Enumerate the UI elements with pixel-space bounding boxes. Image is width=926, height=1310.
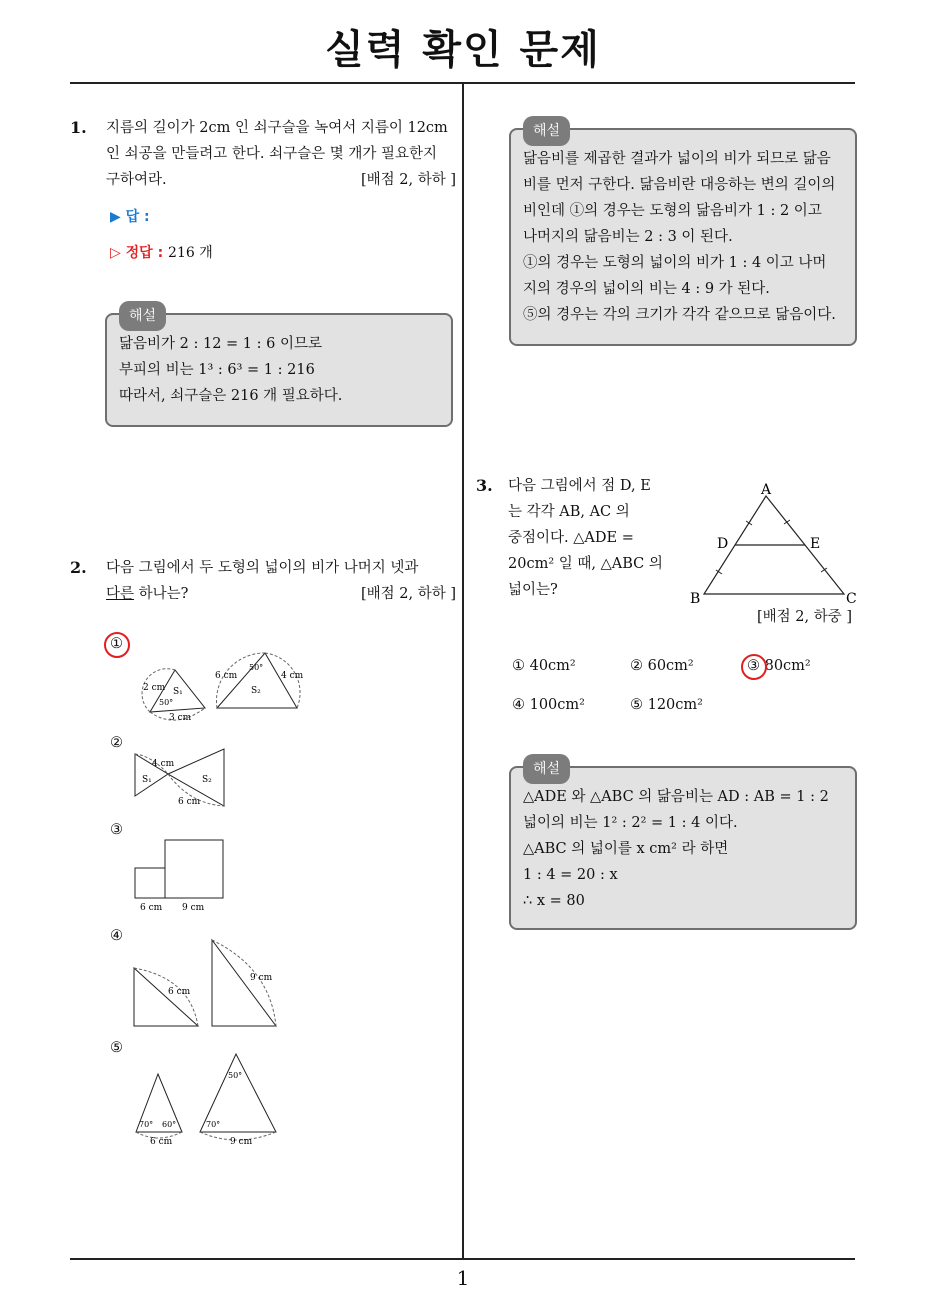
explanation-line: 지의 경우의 넓이의 비는 4 : 9 가 된다. [523, 281, 770, 297]
fig-label: S₁ [173, 687, 183, 697]
vertex-label: B [690, 591, 701, 606]
explanation-line: 넓이의 비는 1² : 2² = 1 : 4 이다. [523, 815, 738, 831]
fig-label: 50° [249, 663, 264, 672]
explanation-line: △ADE 와 △ABC 의 닮음비는 AD : AB = 1 : 2 [523, 789, 829, 805]
fig-label: 50° [228, 1071, 243, 1080]
explanation-line: 비를 먼저 구한다. 닮음비란 대응하는 변의 길이의 [523, 177, 836, 193]
question-line: 인 쇠공을 만들려고 한다. 쇠구슬은 몇 개가 필요한지 [106, 146, 438, 162]
option-2[interactable]: ② 60cm² [630, 658, 694, 674]
fig-label: 50° [159, 698, 174, 707]
selected-mark [104, 632, 130, 658]
vertex-label: E [810, 536, 821, 552]
fig-label: 6 cm [178, 797, 201, 807]
explanation-line: 나머지의 닮음비는 2 : 3 이 된다. [523, 229, 733, 245]
explanation-box [509, 761, 857, 930]
score-meta: [배점 2, 하중 ] [756, 609, 852, 625]
fig-label: 60° [162, 1120, 177, 1129]
question-line: 하나는? [138, 586, 189, 602]
explanation-line: 따라서, 쇠구슬은 216 개 필요하다. [119, 388, 343, 404]
fig-label: 6 cm [168, 987, 191, 997]
option-4[interactable]: ④ [110, 928, 123, 944]
fig-label: 2 cm [143, 683, 166, 693]
explanation-line: 1 : 4 = 20 : x [523, 867, 618, 883]
question-line: 지름의 길이가 2cm 인 쇠구슬을 녹여서 지름이 12cm [106, 120, 448, 136]
option-5[interactable]: ⑤ [110, 1040, 123, 1056]
question-line: 넓이는? [508, 582, 558, 598]
question-line: 는 각각 AB, AC 의 [508, 504, 630, 520]
correct-value: 216 개 [168, 245, 213, 261]
fig-label: 9 cm [182, 903, 205, 913]
explanation-tag: 해설 [523, 116, 570, 146]
explanation-line: △ABC 의 넓이를 x cm² 라 하면 [523, 841, 729, 857]
question-line: 중점이다. △ADE = [508, 530, 634, 546]
question-line: 구하여라. [106, 172, 167, 188]
fig-label: 6 cm [150, 1137, 173, 1147]
column-divider [462, 82, 464, 1258]
question-line: 다음 그림에서 점 D, E [508, 478, 651, 494]
vertex-label: C [846, 591, 857, 606]
explanation-tag: 해설 [119, 301, 166, 331]
option-1[interactable]: ① 40cm² [512, 658, 576, 674]
fig-label: 9 cm [250, 973, 273, 983]
vertex-label: D [717, 536, 729, 552]
explanation-tag: 해설 [523, 754, 570, 784]
triangle-figure [684, 478, 864, 606]
option-3[interactable]: ③ [110, 822, 123, 838]
page-title: 실력 확인 문제 [325, 27, 601, 73]
question-1-text [106, 115, 456, 193]
figure-5 [130, 1050, 280, 1148]
fig-label: S₁ [142, 775, 152, 785]
fig-label: S₂ [202, 775, 212, 785]
correct-answer [110, 242, 213, 262]
explanation-line: 비인데 ①의 경우는 도형의 닮음비가 1 : 2 이고 [523, 203, 822, 219]
question-line: 20cm² 일 때, △ABC 의 [508, 556, 663, 572]
fig-label: 4 cm [281, 671, 304, 681]
answer-field[interactable]: ▶ 답 : [110, 209, 150, 225]
explanation-line: ⑤의 경우는 각의 크기가 각각 같으므로 닮음이다. [523, 307, 836, 323]
fig-label: 6 cm [140, 903, 163, 913]
fig-label: 3 cm [169, 713, 192, 723]
figure-2 [130, 744, 240, 814]
explanation-line: ∴ x = 80 [523, 893, 585, 909]
explanation-line: 닮음비가 2 : 12 = 1 : 6 이므로 [119, 336, 322, 352]
option-3[interactable]: ③ 80cm² [747, 658, 811, 674]
option-1[interactable]: ① [110, 636, 123, 652]
question-number: 3. [476, 476, 493, 495]
question-number: 2. [70, 558, 87, 577]
option-5[interactable]: ⑤ 120cm² [630, 697, 703, 713]
explanation-line: 부피의 비는 1³ : 6³ = 1 : 216 [119, 362, 315, 378]
explanation-box [509, 123, 857, 346]
option-4[interactable]: ④ 100cm² [512, 697, 585, 713]
selected-mark [741, 654, 767, 680]
explanation-line: 닮음비를 제곱한 결과가 넓이의 비가 되므로 닮음 [523, 151, 831, 167]
fig-label: 6 cm [215, 671, 238, 681]
score-meta: [배점 2, 하하 ] [360, 172, 456, 188]
figure-4 [130, 938, 280, 1030]
underlined-word: 다른 [106, 586, 135, 602]
option-2[interactable]: ② [110, 735, 123, 751]
figure-3 [130, 832, 230, 914]
question-3-text [508, 473, 668, 603]
explanation-box [105, 308, 453, 427]
correct-label: ▷ 정답 : [110, 245, 164, 261]
fig-label: 70° [206, 1120, 221, 1129]
figure-1 [135, 648, 315, 723]
explanation-line: ①의 경우는 도형의 넓이의 비가 1 : 4 이고 나머 [523, 255, 827, 271]
question-line: 다음 그림에서 두 도형의 넓이의 비가 나머지 넷과 [106, 560, 419, 576]
fig-label: S₂ [251, 686, 261, 696]
vertex-label: A [761, 482, 772, 498]
bottom-rule [70, 1258, 855, 1260]
question-2-text [106, 555, 456, 607]
fig-label: 70° [139, 1120, 154, 1129]
question-number: 1. [70, 118, 87, 137]
score-meta: [배점 2, 하하 ] [360, 586, 456, 602]
page-number: 1 [456, 1266, 470, 1290]
fig-label: 4 cm [152, 759, 175, 769]
fig-label: 9 cm [230, 1137, 253, 1147]
score-meta-wrap [740, 604, 852, 630]
